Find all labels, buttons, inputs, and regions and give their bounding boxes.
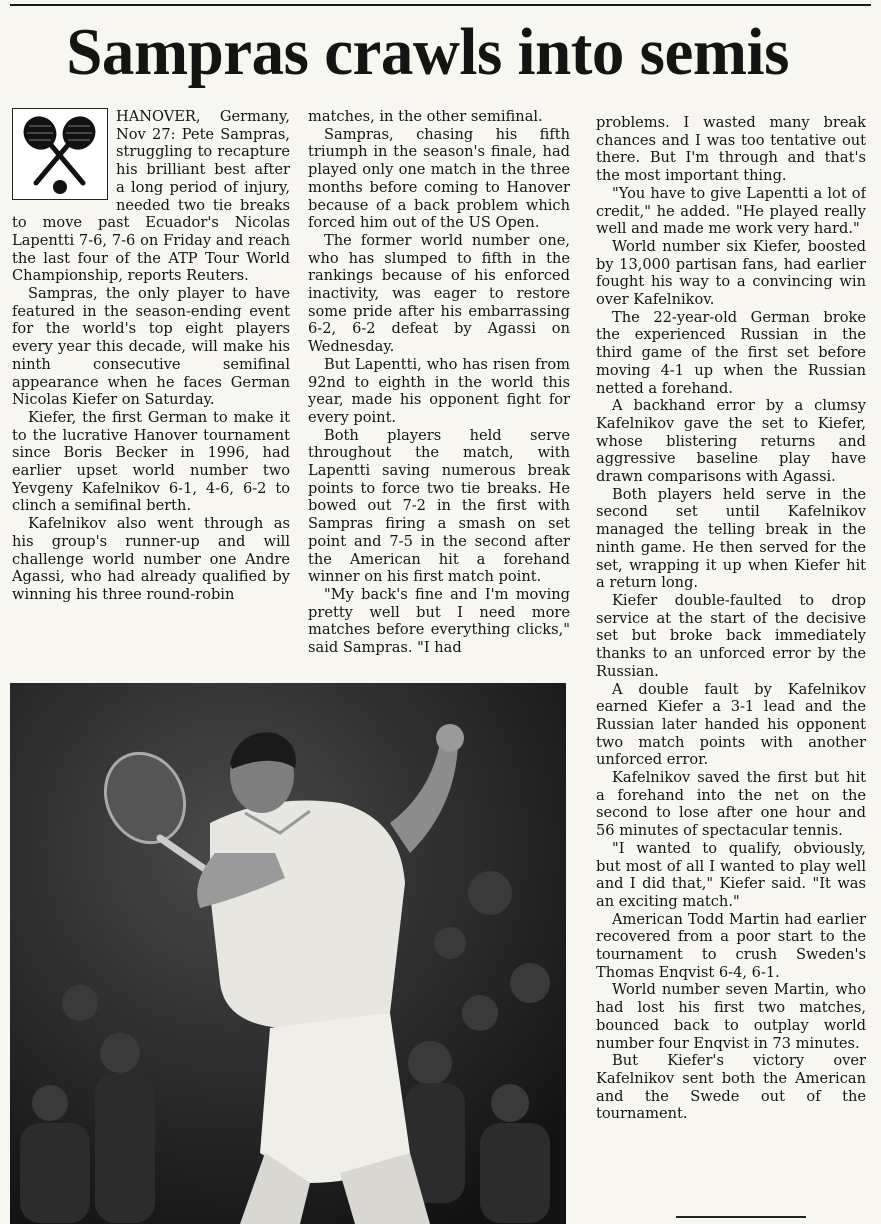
paragraph: "You have to give Lapentti a lot of credit," he added. "He played really well and made me work very hard." — [596, 184, 866, 238]
paragraph: The former world number one, who has slumped to fifth in the rankings because of his enforced inactivity, was eager to restore some pride after his embarrassing 6-2, 6-2 defeat by Agassi on Wednesday. — [308, 231, 570, 356]
paragraph: Kafelnikov also went through as his group's runner-up and will challenge world number one Andre Agassi, who had already qualified by winning his three round-robin — [12, 515, 290, 603]
paragraph: "My back's fine and I'm moving pretty well but I need more matches before everything clicks," said Sampras. "I had — [308, 585, 570, 657]
paragraph: Sampras, the only player to have featured in the season-ending event for the world's top eight players every year this decade, will make his ninth consecutive semifinal appearance when he faces German Nicolas Kiefer on Saturday. — [12, 285, 290, 409]
headline: Sampras crawls into semis — [66, 15, 789, 89]
tennis-player-forehand-photo — [10, 683, 566, 1224]
paragraph: A backhand error by a clumsy Kafelnikov gave the set to Kiefer, whose blistering returns and aggressive baseline play have drawn comparisons with Agassi. — [596, 397, 866, 486]
paragraph: Kiefer, the first German to make it to the lucrative Hanover tournament since Boris Becker in 1996, had earlier upset world number two Yevgeny Kafelnikov 6-1, 4-6, 6-2 to clinch a semifinal berth. — [12, 408, 290, 515]
crossed-tennis-rackets-icon — [12, 108, 108, 200]
paragraph: Both players held serve in the second set until Kafelnikov managed the telling break in the ninth game. He then served for the set, wrapping it up when Kiefer hit a return long. — [596, 485, 866, 592]
paragraph: A double fault by Kafelnikov earned Kiefer a 3-1 lead and the Russian later handed his opponent two match points with another unforced error. — [596, 680, 866, 769]
article-column-1 — [12, 108, 290, 680]
paragraph: Kafelnikov saved the first but hit a forehand into the net on the second to lose after one hour and 56 minutes of spectacular tennis. — [596, 769, 866, 840]
article-column-2 — [308, 108, 570, 680]
end-rule — [676, 1216, 806, 1218]
paragraph: American Todd Martin had earlier recovered from a poor start to the tournament to crush Sweden's Thomas Enqvist 6-4, 6-1. — [596, 910, 866, 981]
paragraph: matches, in the other semifinal. — [308, 108, 543, 125]
paragraph: Sampras, chasing his fifth triumph in the season's finale, had played only one match in the three months before coming to Hanover because of a back problem which forced him out of the US Open. — [308, 125, 570, 232]
paragraph: problems. I wasted many break chances and I was too tentative out there. But I'm through and that's the most important thing. — [596, 114, 866, 185]
paragraph: The 22-year-old German broke the experienced Russian in the third game of the first set before moving 4-1 up when the Russian netted a forehand. — [596, 308, 866, 397]
paragraph: Kiefer double-faulted to drop service at the start of the decisive set but broke back immediately thanks to an unforced error by the Russian. — [596, 591, 866, 680]
paragraph: World number seven Martin, who had lost his first two matches, bounced back to outplay world number four Enqvist in 73 minutes. — [596, 981, 866, 1052]
paragraph: Both players held serve throughout the match, with Lapentti saving numerous break points to force two tie breaks. He bowed out 7-2 in the first with Sampras firing a smash on set point and 7-5 in the second after the American hit a forehand winner on his first match point. — [308, 426, 570, 586]
paragraph: But Lapentti, who has risen from 92nd to eighth in the world this year, made his opponent fight for every point. — [308, 355, 570, 426]
paragraph: World number six Kiefer, boosted by 13,000 partisan fans, had earlier fought his way to a convincing win over Kafelnikov. — [596, 237, 866, 309]
article-column-3 — [596, 114, 866, 1214]
paragraph: HANOVER, Germany, Nov 27: Pete Sampras, struggling to recapture his brilliant best after a long period of injury, needed two tie breaks to move past Ecuador's Nicolas Lapentti 7-6, 7-6 on Friday and reach the last four of the ATP Tour World Championship, reports Reuters. — [12, 108, 290, 285]
paragraph: "I wanted to qualify, obviously, but most of all I wanted to play well and I did that," Kiefer said. "It was an exciting match." — [596, 839, 866, 910]
paragraph: But Kiefer's victory over Kafelnikov sent both the American and the Swede out of the tournament. — [596, 1052, 866, 1123]
